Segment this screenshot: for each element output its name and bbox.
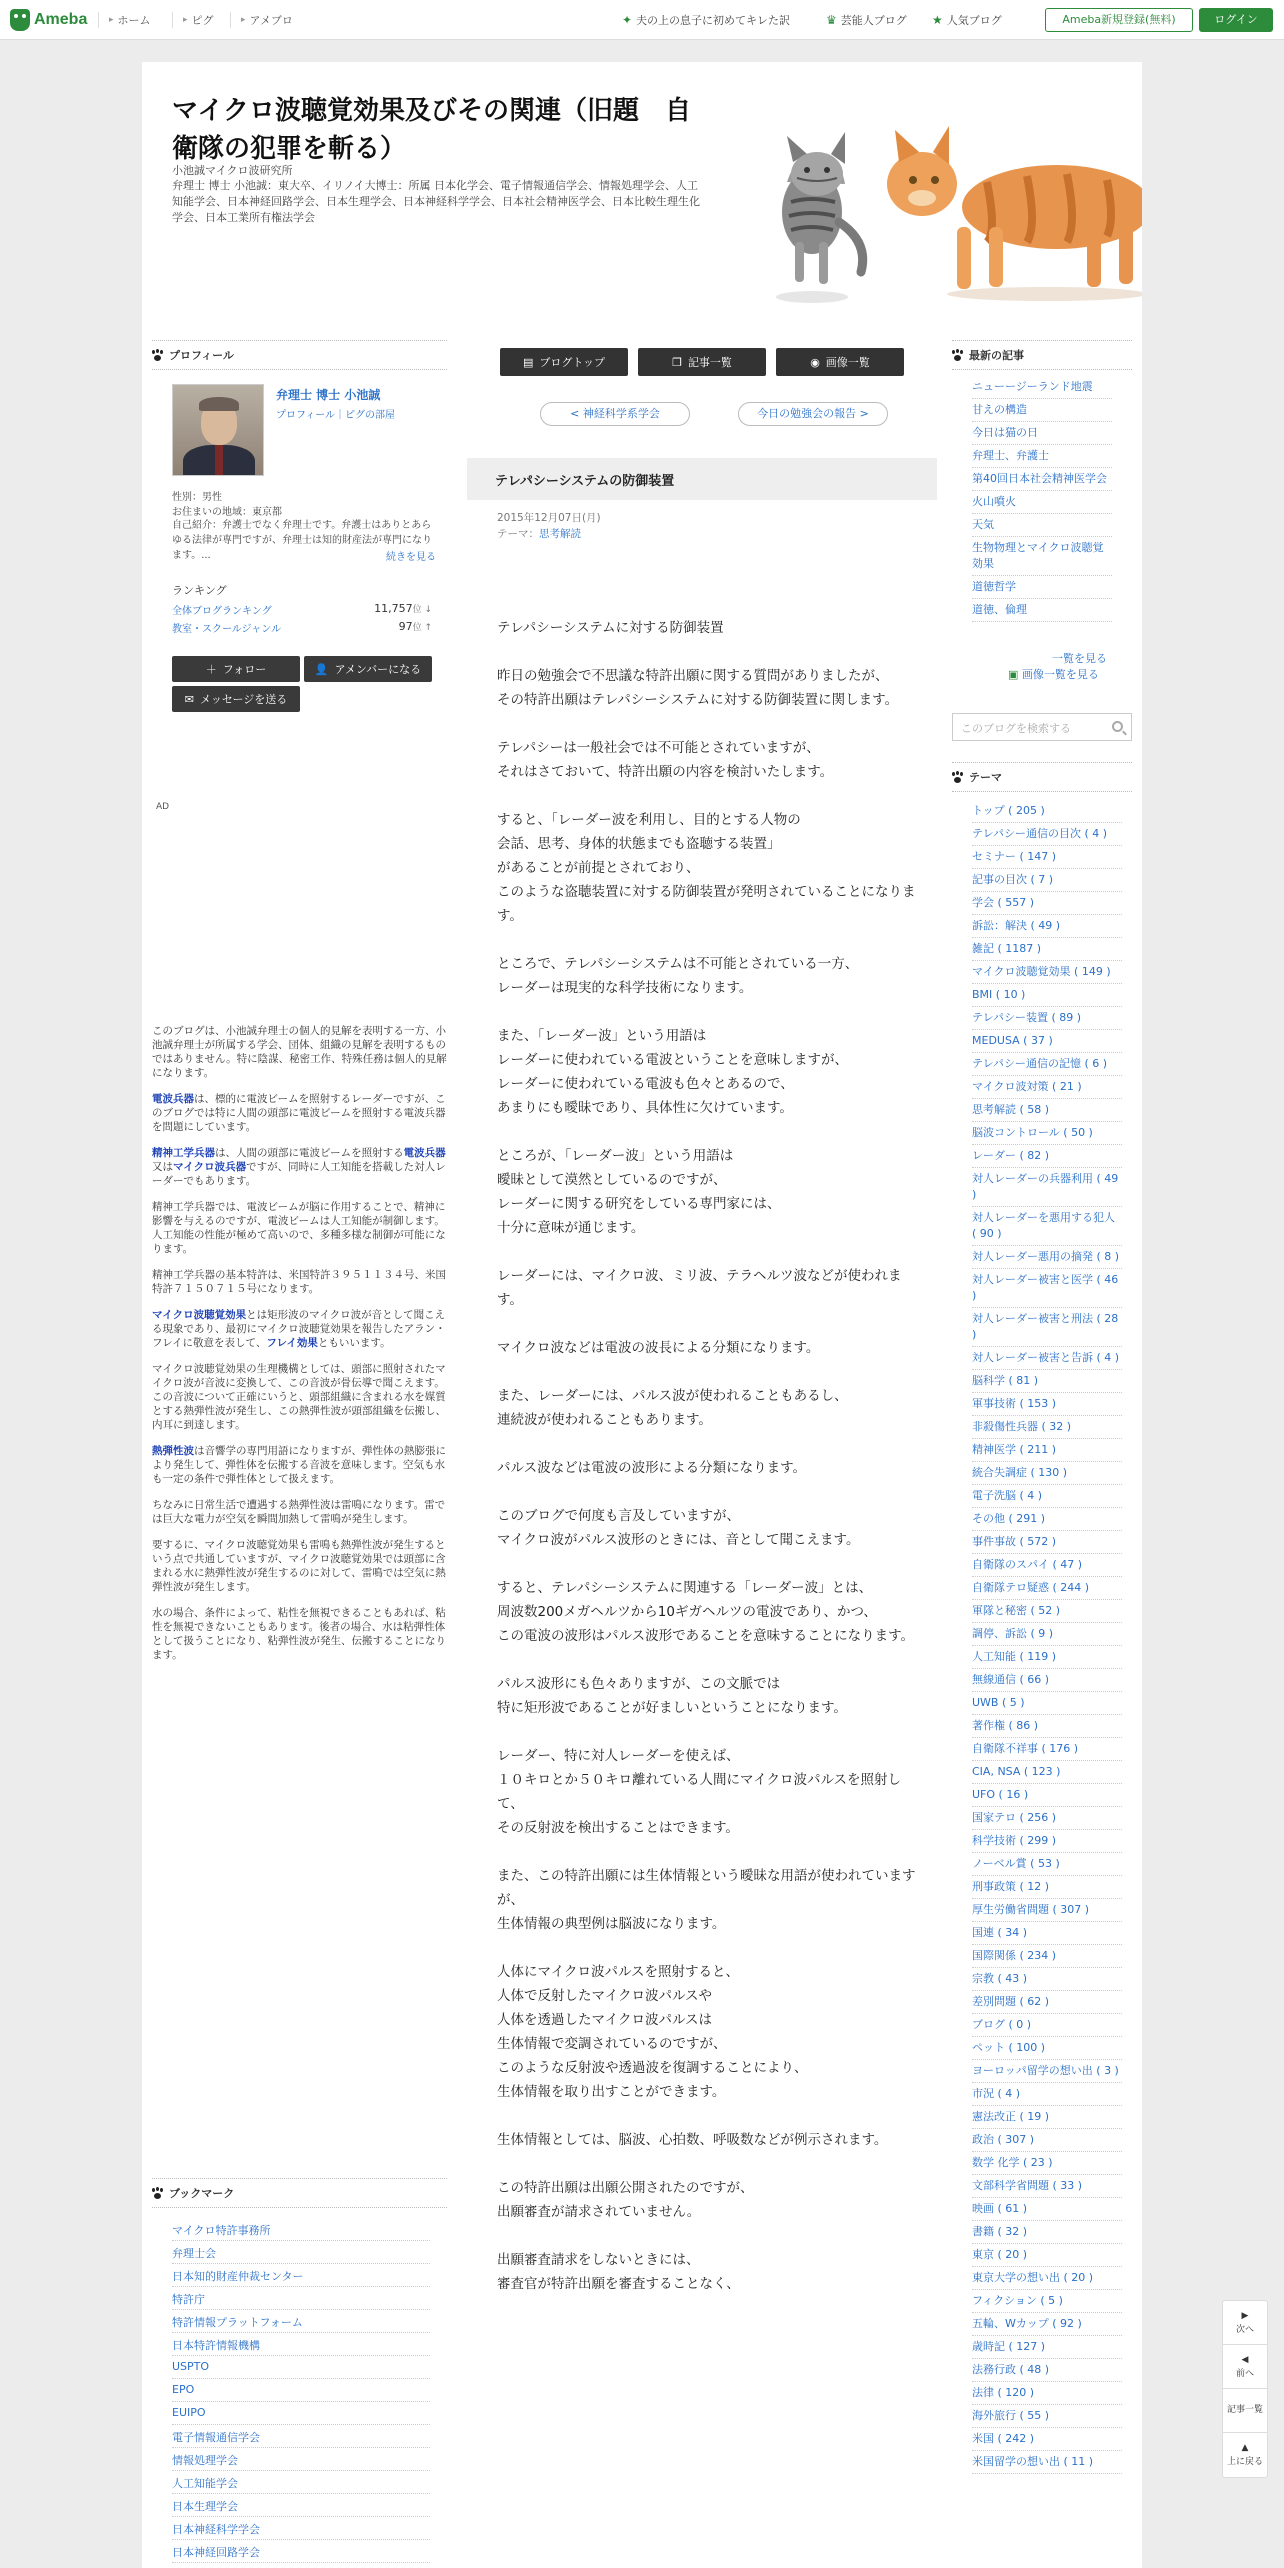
- ad-label: AD: [156, 802, 170, 812]
- triangle-left-icon: ◀: [1241, 2355, 1249, 2365]
- disclaimer-paragraph: 要するに、マイクロ波聴覚効果も雷鳴も熱弾性波が発生するという点で共通していますが、マイクロ波聴覚効果では頭部に含まれる水に熱弾性波が発生するのに対して、雷鳴では空気に熱弾性波が発生します。: [152, 1539, 446, 1593]
- bookmark-item[interactable]: 日本神経回路学会: [172, 2540, 430, 2563]
- theme-item[interactable]: 無線通信 ( 66 ): [972, 1669, 1122, 1692]
- theme-item[interactable]: 人工知能 ( 119 ): [972, 1646, 1122, 1669]
- article-theme-link[interactable]: 思考解読: [539, 528, 581, 540]
- theme-item[interactable]: 自衛隊不祥事 ( 176 ): [972, 1738, 1122, 1761]
- bookmark-item[interactable]: EPO: [172, 2379, 430, 2402]
- blog-search-input[interactable]: このブログを検索する: [952, 713, 1132, 741]
- recent-article-item[interactable]: 今日は猫の日: [972, 422, 1112, 445]
- bookmark-item[interactable]: マイクロ特許事務所: [172, 2218, 430, 2241]
- login-button[interactable]: ログイン: [1199, 8, 1273, 32]
- theme-item[interactable]: 国連 ( 34 ): [972, 1922, 1122, 1945]
- message-button[interactable]: ✉ メッセージを送る: [172, 686, 300, 712]
- blog-title[interactable]: マイクロ波聴覚効果及びその関連（旧題 自衛隊の犯罪を斬る）: [172, 96, 691, 164]
- theme-item[interactable]: マイクロ波聴覚効果 ( 149 ): [972, 961, 1122, 984]
- search-icon[interactable]: [1112, 721, 1123, 732]
- disclaimer-paragraph: マイクロ波聴覚効果の生理機構としては、頭部に照射されたマイクロ波が音波に変換して、この音波が骨伝導で聞こえます。この音波について正確にいうと、頭部組織に含まれる水を媒質とする熱弾性波が発生し、この熱弾性波が頭部組織を伝搬し、内耳に到達します。: [152, 1363, 446, 1431]
- theme-item[interactable]: 憲法改正 ( 19 ): [972, 2106, 1122, 2129]
- disclaimer-paragraph: 電波兵器は、標的に電波ビームを照射するレーダーですが、このブログでは特に人間の頭部に電波ビームを照射する電波兵器を問題にしています。: [152, 1093, 446, 1133]
- bookmark-item[interactable]: USPTO: [172, 2356, 430, 2379]
- theme-item[interactable]: 政治 ( 307 ): [972, 2129, 1122, 2152]
- grey-kitten: [776, 132, 863, 303]
- theme-item[interactable]: 法律 ( 120 ): [972, 2382, 1122, 2405]
- theme-item[interactable]: 刑事政策 ( 12 ): [972, 1876, 1122, 1899]
- theme-item[interactable]: 統合失調症 ( 130 ): [972, 1462, 1122, 1485]
- theme-item[interactable]: 自衛隊テロ疑惑 ( 244 ): [972, 1577, 1122, 1600]
- recent-more-link[interactable]: 一覧を見る: [1052, 652, 1107, 665]
- ranking-row-genre: 教室・スクールジャンル 97位 ↑: [172, 620, 432, 635]
- next-article-link[interactable]: 今日の勉強会の報告 >: [738, 402, 888, 426]
- theme-item[interactable]: 書籍 ( 32 ): [972, 2221, 1122, 2244]
- recent-articles-section: [952, 340, 1132, 622]
- star-icon: ★: [932, 13, 943, 27]
- themes-heading: テーマ: [952, 762, 1132, 792]
- topbar-link-celebrity[interactable]: ♛ 芸能人ブログ: [826, 13, 907, 27]
- bookmark-item[interactable]: 情報処理学会: [172, 2448, 430, 2471]
- theme-item[interactable]: 訴訟：解決 ( 49 ): [972, 915, 1122, 938]
- theme-item[interactable]: UWB ( 5 ): [972, 1692, 1122, 1715]
- mail-icon: ✉: [184, 692, 194, 706]
- blog-description: 弁理士 博士 小池誠：東大卒、イリノイ大博士：所属 日本化学会、電子情報通信学会、情報処理学会、人工知能学会、日本神経回路学会、日本生理学会、日本神経科学学会、日本社会精神医学会、日本比較生理生化学会、日本工業所有権法学会: [172, 179, 700, 224]
- topbar-link-popular[interactable]: ★ 人気ブログ: [932, 13, 1002, 27]
- plus-icon: ＋: [205, 663, 217, 676]
- theme-item[interactable]: MEDUSA ( 37 ): [972, 1030, 1122, 1053]
- user-icon: 👤: [314, 662, 329, 676]
- theme-item[interactable]: 対人レーダーの兵器利用 ( 49 ): [972, 1168, 1122, 1207]
- bookmark-item[interactable]: EUIPO: [172, 2402, 430, 2425]
- image-icon: ▣: [1008, 668, 1019, 681]
- theme-item[interactable]: 対人レーダー悪用の摘発 ( 8 ): [972, 1246, 1122, 1269]
- bookmarks-list: [172, 2218, 430, 2563]
- theme-item[interactable]: CIA, NSA ( 123 ): [972, 1761, 1122, 1784]
- theme-item[interactable]: ノーベル賞 ( 53 ): [972, 1853, 1122, 1876]
- ameba-logo-icon: [10, 9, 30, 31]
- theme-item[interactable]: 自衛隊のスパイ ( 47 ): [972, 1554, 1122, 1577]
- disclaimer-paragraph: このブログは、小池誠弁理士の個人的見解を表明する一方、小池誠弁理士が所属する学会、団体、組織の見解を表明するものではありません。特に陰謀、秘密工作、特殊任務は個人的見解になります。: [152, 1025, 447, 1079]
- themes-section: [952, 762, 1132, 2474]
- theme-item[interactable]: 文部科学省問題 ( 33 ): [972, 2175, 1122, 2198]
- theme-item[interactable]: ペット ( 100 ): [972, 2037, 1122, 2060]
- theme-item[interactable]: その他 ( 291 ): [972, 1508, 1122, 1531]
- theme-item[interactable]: 著作権 ( 86 ): [972, 1715, 1122, 1738]
- theme-item[interactable]: 対人レーダー被害と医学 ( 46 ): [972, 1269, 1122, 1308]
- profile-intro: 自己紹介：弁護士でなく弁理士です。弁護士はありとあらゆる法律が専門ですが、弁理士は知的財産法が専門になります。...: [172, 520, 432, 561]
- theme-item[interactable]: ブログ ( 0 ): [972, 2014, 1122, 2037]
- copy-icon: ❐: [672, 355, 682, 369]
- nav-pigg[interactable]: ▸ ピグ: [172, 12, 214, 28]
- theme-item[interactable]: 科学技術 ( 299 ): [972, 1830, 1122, 1853]
- theme-item[interactable]: 軍隊と秘密 ( 52 ): [972, 1600, 1122, 1623]
- document-icon: ▤: [522, 355, 534, 369]
- theme-item[interactable]: 対人レーダーを悪用する犯人 ( 90 ): [972, 1207, 1122, 1246]
- theme-item[interactable]: 事件事故 ( 572 ): [972, 1531, 1122, 1554]
- theme-item[interactable]: 数学 化学 ( 23 ): [972, 2152, 1122, 2175]
- amember-button[interactable]: 👤 アメンバーになる: [304, 656, 432, 682]
- recent-article-item[interactable]: 甘えの構造: [972, 399, 1112, 422]
- ranking-value: 11,757: [374, 602, 413, 615]
- recent-articles-list: [972, 376, 1112, 622]
- float-prev-button[interactable]: ◀ 前へ: [1223, 2345, 1267, 2389]
- triangle-right-icon: ▶: [1241, 2311, 1249, 2321]
- bookmark-item[interactable]: 特許情報プラットフォーム: [172, 2310, 430, 2333]
- image-list-link[interactable]: ▣ 画像一覧を見る: [1008, 668, 1099, 681]
- disclaimer-paragraph: マイクロ波聴覚効果とは矩形波のマイクロ波が音として聞こえる現象であり、最初にマイクロ波聴覚効果を報告したアラン・フレイに敬意を表して、フレイ効果ともいいます。: [152, 1309, 446, 1349]
- bookmark-item[interactable]: 日本特許情報機構: [172, 2333, 430, 2356]
- paw-icon: [952, 772, 963, 783]
- profile-gender: 性別：男性: [172, 492, 222, 503]
- theme-item[interactable]: 軍事技術 ( 153 ): [972, 1393, 1122, 1416]
- theme-item[interactable]: UFO ( 16 ): [972, 1784, 1122, 1807]
- theme-item[interactable]: 非殺傷性兵器 ( 32 ): [972, 1416, 1122, 1439]
- theme-item[interactable]: テレパシー通信の目次 ( 4 ): [972, 823, 1122, 846]
- camera-icon: ◉: [810, 355, 820, 369]
- float-next-button[interactable]: ▶ 次へ: [1223, 2301, 1267, 2345]
- theme-item[interactable]: 対人レーダー被害と告訴 ( 4 ): [972, 1347, 1122, 1370]
- theme-item[interactable]: 国家テロ ( 256 ): [972, 1807, 1122, 1830]
- blog-top-button[interactable]: ▤ ブログトップ: [500, 348, 628, 376]
- recent-article-item[interactable]: 天気: [972, 514, 1112, 537]
- disclaimer-paragraph: 精神工学兵器の基本特許は、米国特許３９５１１３４号、米国特許７１５０７１５号になります。: [152, 1269, 446, 1295]
- theme-item[interactable]: セミナー ( 147 ): [972, 846, 1122, 869]
- theme-item[interactable]: 東京大学の想い出 ( 20 ): [972, 2267, 1122, 2290]
- image-list-button[interactable]: ◉ 画像一覧: [776, 348, 904, 376]
- disclaimer-paragraph: 精神工学兵器は、人間の頭部に電波ビームを照射する電波兵器又はマイクロ波兵器ですが、同時に人工知能を搭載した対人レーダーでもあります。: [152, 1147, 446, 1187]
- theme-item[interactable]: 対人レーダー被害と刑法 ( 28 ): [972, 1308, 1122, 1347]
- theme-item[interactable]: 学会 ( 557 ): [972, 892, 1122, 915]
- recent-article-item[interactable]: 道徳哲学: [972, 576, 1112, 599]
- theme-item[interactable]: 脳科学 ( 81 ): [972, 1370, 1122, 1393]
- ameba-logo[interactable]: [10, 9, 87, 31]
- theme-item[interactable]: 海外旅行 ( 55 ): [972, 2405, 1122, 2428]
- profile-links[interactable]: プロフィール｜ピグの部屋: [276, 410, 395, 421]
- register-button[interactable]: Ameba新規登録(無料): [1045, 8, 1193, 32]
- bookmarks-heading: ブックマーク: [152, 2178, 447, 2208]
- bookmarks-section: [152, 2178, 447, 2563]
- theme-item[interactable]: トップ ( 205 ): [972, 800, 1122, 823]
- triangle-up-icon: ▲: [1241, 2443, 1249, 2453]
- float-list-button[interactable]: 記事一覧: [1223, 2389, 1267, 2433]
- theme-item[interactable]: 米国留学の想い出 ( 11 ): [972, 2451, 1122, 2474]
- disclaimer-paragraph: 水の場合、条件によって、粘性を無視できることもあれば、粘性を無視できないこともあります。後者の場合、水は粘弾性体として扱うことになり、粘弾性波が発生、伝搬することになります。: [152, 1607, 446, 1661]
- theme-item[interactable]: 映画 ( 61 ): [972, 2198, 1122, 2221]
- profile-more-link[interactable]: 続きを見る: [386, 552, 436, 563]
- bookmark-item[interactable]: 人工知能学会: [172, 2471, 430, 2494]
- theme-item[interactable]: レーダー ( 82 ): [972, 1145, 1122, 1168]
- crown-icon: ♛: [826, 13, 837, 27]
- sidebar-disclaimer: [152, 1024, 452, 1674]
- theme-item[interactable]: 米国 ( 242 ): [972, 2428, 1122, 2451]
- article-date: 2015年12月07日(月): [497, 512, 601, 524]
- header-cats-image: [727, 92, 1142, 312]
- ranking-value: 97: [398, 620, 413, 633]
- ameba-topbar: [0, 0, 1284, 40]
- disclaimer-paragraph: 熱弾性波は音響学の専門用語になりますが、弾性体の熱膨張により発生して、弾性体を伝搬する音波を意味します。空気も水も一定の条件で弾性体として扱えます。: [152, 1445, 446, 1485]
- profile-region: お住まいの地域：東京都: [172, 507, 282, 518]
- paw-icon: [152, 2188, 163, 2199]
- theme-item[interactable]: 電子洗脳 ( 4 ): [972, 1485, 1122, 1508]
- blog-container: [142, 62, 1142, 2568]
- ameba-logo-text: Ameba: [34, 11, 88, 28]
- profile-section: [152, 340, 447, 706]
- chevron-right-icon: ▸: [241, 15, 246, 25]
- recent-article-item[interactable]: 火山噴火: [972, 491, 1112, 514]
- theme-item[interactable]: 調停、訴訟 ( 9 ): [972, 1623, 1122, 1646]
- float-top-button[interactable]: ▲ 上に戻る: [1223, 2433, 1267, 2477]
- recent-article-item[interactable]: 生物物理とマイクロ波聴覚効果: [972, 537, 1112, 576]
- orange-cat: [887, 126, 1142, 301]
- disclaimer-paragraph: 精神工学兵器では、電波ビームが脳に作用することで、精神に影響を与えるのですが、電波ビームは人工知能が制御します。人工知能の性能が極めて高いので、多種多様な制御が可能になります。: [152, 1201, 446, 1255]
- theme-item[interactable]: 記事の目次 ( 7 ): [972, 869, 1122, 892]
- theme-item[interactable]: 歳時記 ( 127 ): [972, 2336, 1122, 2359]
- theme-item[interactable]: 雑記 ( 1187 ): [972, 938, 1122, 961]
- theme-item[interactable]: テレパシー通信の記憶 ( 6 ): [972, 1053, 1122, 1076]
- profile-heading: プロフィール: [152, 340, 447, 370]
- profile-name[interactable]: 弁理士 博士 小池誠: [276, 388, 381, 402]
- nav-home[interactable]: ▸ ホーム: [98, 12, 151, 28]
- bookmark-item[interactable]: 日本神経科学学会: [172, 2517, 430, 2540]
- sparkle-icon: ✦: [622, 13, 633, 27]
- bookmark-item[interactable]: 電子情報通信学会: [172, 2425, 430, 2448]
- theme-item[interactable]: 市況 ( 4 ): [972, 2083, 1122, 2106]
- theme-item[interactable]: 国際関係 ( 234 ): [972, 1945, 1122, 1968]
- recent-article-item[interactable]: 第40回日本社会精神医学会: [972, 468, 1112, 491]
- ranking-label[interactable]: 教室・スクールジャンル: [172, 624, 282, 635]
- theme-item[interactable]: 精神医学 ( 211 ): [972, 1439, 1122, 1462]
- nav-ameblo[interactable]: ▸ アメブロ: [230, 12, 293, 28]
- floating-nav: [1222, 2300, 1268, 2478]
- theme-item[interactable]: 法務行政 ( 48 ): [972, 2359, 1122, 2382]
- recent-article-item[interactable]: ニューージーランド地震: [972, 376, 1112, 399]
- article-title[interactable]: テレパシーシステムの防御装置: [467, 458, 937, 500]
- theme-item[interactable]: マイクロ波対策 ( 21 ): [972, 1076, 1122, 1099]
- prev-article-link[interactable]: < 神経科学系学会: [540, 402, 690, 426]
- recent-article-item[interactable]: 道徳、倫理: [972, 599, 1112, 622]
- theme-item[interactable]: 厚生労働省問題 ( 307 ): [972, 1899, 1122, 1922]
- chevron-right-icon: ▸: [183, 15, 188, 25]
- themes-list: [972, 800, 1122, 2474]
- avatar[interactable]: [172, 384, 264, 476]
- theme-item[interactable]: 五輪、Wカップ ( 92 ): [972, 2313, 1122, 2336]
- disclaimer-paragraph: ちなみに日常生活で遭遇する熱弾性波は雷鳴になります。雷では巨大な電力が空気を瞬間加熱して雷鳴が発生します。: [152, 1499, 446, 1525]
- topbar-link-featured[interactable]: ✦ 夫の上の息子に初めてキレた訳: [622, 13, 790, 27]
- theme-item[interactable]: ヨーロッパ留学の想い出 ( 3 ): [972, 2060, 1122, 2083]
- theme-item[interactable]: 思考解読 ( 58 ): [972, 1099, 1122, 1122]
- article-list-button[interactable]: ❐ 記事一覧: [638, 348, 766, 376]
- theme-item[interactable]: 宗教 ( 43 ): [972, 1968, 1122, 1991]
- article-theme: テーマ：思考解読: [497, 528, 581, 540]
- theme-item[interactable]: 脳波コントロール ( 50 ): [972, 1122, 1122, 1145]
- chevron-right-icon: ▸: [109, 15, 114, 25]
- bookmark-item[interactable]: 日本知的財産仲裁センター: [172, 2264, 430, 2287]
- bookmark-item[interactable]: 弁理士会: [172, 2241, 430, 2264]
- recent-heading: 最新の記事: [952, 340, 1132, 370]
- follow-button[interactable]: ＋ フォロー: [172, 656, 300, 682]
- paw-icon: [952, 350, 963, 361]
- ranking-label[interactable]: 全体ブログランキング: [172, 606, 272, 617]
- ranking-title: ランキング: [172, 584, 227, 597]
- theme-item[interactable]: フィクション ( 5 ): [972, 2290, 1122, 2313]
- article-body: テレパシーシステムに対する防御装置 昨日の勉強会で不思議な特許出願に関する質問がありましたが、 その特許出願はテレパシーシステムに対する防御装置に関します。 テレパシーは一般社会では不可能とされていますが、 それはさておいて、特許出願の内容を検討いたします。 すると、「レーダー波を利用し、目的とする人物の 会話、思考、身体的状態までも盗聴する装置」 があることが前提とされており、 このような盗聴装置に対する防御装置が発明されていることになります。 ところで、テレパシーシステムは不可能とされている一方、 レーダーは現実的な科学技術になります。 また、「レーダー波」という用語は レーダーに使われている電波ということを意味しますが、 レーダーに使われている電波も色々とあるので、 あまりにも曖昧であり、具体性に欠けています。 ところが、「レーダー波」という用語は 曖昧として漠然としているのですが、 レーダーに関する研究をしている専門家には、 十分に意味が通じます。 レーダーには、マイクロ波、ミリ波、テラヘルツ波などが使われます。 マイクロ波などは電波の波長による分類になります。 また、レーダーには、パルス波が使われることもあるし、 連続波が使われることもあります。 パルス波などは電波の波形による分類になります。 このブログで何度も言及していますが、 マイクロ波がパルス波形のときには、音として聞こえます。 すると、テレパシーシステムに関連する「レーダー波」とは、 周波数200メガヘルツから10ギガヘルツの電波であり、かつ、 この電波の波形はパルス波形であることを意味することになります。 パルス波形にも色々ありますが、この文脈では 特に矩形波であることが好ましいということになります。 レーダー、特に対人レーダーを使えば、 １０キロとか５０キロ離れている人間にマイクロ波パルスを照射して、 その反射波を検出することはできます。 また、この特許出願には生体情報という曖昧な用語が使われていますが、 生体情報の典型例は脳波になります。 人体にマイクロ波パルスを照射すると、 人体で反射したマイクロ波パルスや 人体を透過したマイクロ波パルスは 生体情報で変調されているのですが、 このような反射波や透過波を復調することにより、 生体情報を取り出すことができます。 生体情報としては、脳波、心拍数、呼吸数などが例示されます。 この特許出願は出願公開されたのですが、 出願審査が請求されていません。 出願審査請求をしないときには、 審査官が特許出願を審査することなく、: [497, 620, 916, 2292]
- ranking-row-overall: 全体ブログランキング 11,757位 ↓: [172, 602, 432, 617]
- bookmark-item[interactable]: 日本生理学会: [172, 2494, 430, 2517]
- theme-item[interactable]: 差別問題 ( 62 ): [972, 1991, 1122, 2014]
- paw-icon: [152, 350, 163, 361]
- bookmark-item[interactable]: 特許庁: [172, 2287, 430, 2310]
- blog-subtitle: 小池誠マイクロ波研究所: [172, 164, 293, 177]
- theme-item[interactable]: テレパシー装置 ( 89 ): [972, 1007, 1122, 1030]
- theme-item[interactable]: 東京 ( 20 ): [972, 2244, 1122, 2267]
- recent-article-item[interactable]: 弁理士、弁護士: [972, 445, 1112, 468]
- theme-item[interactable]: BMI ( 10 ): [972, 984, 1122, 1007]
